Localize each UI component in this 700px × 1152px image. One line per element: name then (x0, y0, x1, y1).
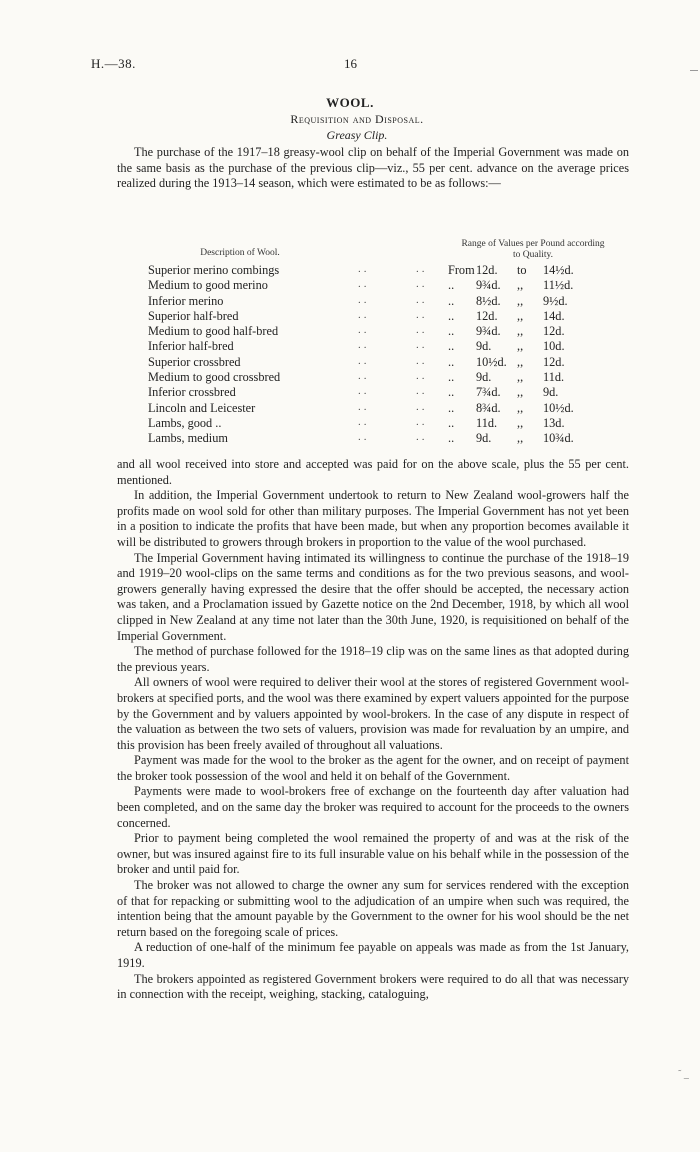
range-separator: to (517, 263, 527, 277)
wool-description: Medium to good merino (148, 278, 268, 293)
wool-description: Superior merino combings (148, 263, 280, 277)
wool-description: Inferior half-bred (148, 339, 234, 354)
leader-dots: .. (416, 415, 428, 428)
price-to: 10½d. (543, 400, 574, 415)
leader-dots: .. (416, 354, 428, 367)
paragraph: The method of purchase followed for the 1918–19 clip was on the same lines as that adopted during the previous years. (117, 644, 629, 674)
price-to: 12d. (543, 324, 565, 339)
range-separator: ,, (517, 339, 524, 354)
section-subsubtitle: Greasy Clip. (326, 128, 388, 142)
paragraph: and all wool received into store and accepted was paid for on the above scale, plus the 55 per cent. mentioned. (117, 457, 629, 487)
paragraph: In addition, the Imperial Government undertook to return to New Zealand wool-growers half the profits made on wool sold for other than military purposes. The Imperial Government has not yet been in a position to indicate the profits that have been made, but when any proportion becomes available it will be distributed to growers through brokers in proportion to the value of the wool purchased. (117, 488, 629, 549)
wool-description: Inferior merino (148, 293, 224, 308)
price-to: 14½d. (543, 263, 574, 277)
page-number: 16 (344, 56, 357, 71)
range-prefix: .. (448, 370, 455, 385)
range-prefix: .. (448, 431, 455, 446)
section-title: WOOL. (326, 95, 374, 110)
table-row (148, 401, 618, 416)
range-separator: ,, (517, 385, 524, 400)
range-separator: ,, (517, 278, 524, 293)
leader-dots: .. (416, 400, 428, 413)
range-prefix: .. (448, 324, 455, 339)
leader-dots: .. (358, 385, 370, 398)
price-from: 11d. (476, 415, 498, 430)
leader-dots: .. (416, 293, 428, 306)
range-prefix: .. (448, 385, 455, 400)
body-text (117, 457, 629, 1003)
price-from: 12d. (476, 263, 498, 277)
wool-description: Medium to good half-bred (148, 324, 279, 339)
wool-description: Lincoln and Leicester (148, 400, 256, 415)
leader-dots: .. (416, 385, 428, 398)
section-subtitle: Requisition and Disposal. (290, 112, 424, 126)
leader-dots: .. (358, 400, 370, 413)
leader-dots: .. (416, 370, 428, 383)
range-separator: ,, (517, 308, 524, 323)
paragraph: The Imperial Government having intimated its willingness to continue the purchase of the 1918–19 and 1919–20 wool-clips on the same terms and conditions as for the two previous seasons, and wool-growers generally having expressed the desire that the offer should be accepted, the necessary action was taken, and a Proclamation issued by Gazette notice on the 2nd December, 1918, by which all wool clipped in New Zealand at any time not later than the 30th June, 1920, is requisitioned on behalf of the Imperial Government. (117, 550, 629, 643)
table-row (148, 355, 618, 370)
range-separator: ,, (517, 324, 524, 339)
price-to: 11½d. (543, 278, 574, 293)
table-row (148, 309, 618, 324)
table-row (148, 370, 618, 385)
leader-dots: .. (358, 308, 370, 321)
table-row (148, 263, 618, 278)
paragraph: The brokers appointed as registered Government brokers were required to do all that was necessary in connection with the receipt, weighing, stacking, cataloguing, (117, 971, 629, 1002)
price-from: 8¾d. (476, 400, 501, 415)
leader-dots: .. (416, 324, 428, 337)
paragraph: The broker was not allowed to charge the owner any sum for services rendered with the exception of that for repacking or submitting wool to the adjudication of an umpire when such was required, the intention being that the amount payable by the Government to the owner for his wool should be the net return based on the foregoing scale of prices. (117, 878, 629, 939)
wool-description: Lambs, medium (148, 431, 228, 446)
table-row (148, 385, 618, 400)
table-header-description: Description of Wool. (200, 248, 280, 258)
paragraph: Prior to payment being completed the wool remained the property of and was at the risk of the owner, but was insured against fire to its full insurable value on his behalf while in the possession of the broker and until paid for. (117, 831, 629, 877)
leader-dots: .. (416, 308, 428, 321)
price-to: 10d. (543, 339, 565, 354)
wool-description: Superior half-bred (148, 308, 239, 323)
range-separator: ,, (517, 370, 524, 385)
margin-mark: ˜ _ (678, 1069, 689, 1080)
price-to: 14d. (543, 308, 565, 323)
price-from: 9d. (476, 370, 492, 385)
intro-text: The purchase of the 1917–18 greasy-wool clip on behalf of the Imperial Government was made on the same basis as the purchase of the previous clip—viz., 55 per cent. advance on the average prices realized during the 1913–14 season, which were estimated to be as follows:— (117, 145, 629, 191)
price-to: 11d. (543, 370, 565, 385)
leader-dots: .. (358, 278, 370, 291)
leader-dots: .. (416, 431, 428, 444)
paragraph: Payment was made for the wool to the broker as the agent for the owner, and on receipt of payment the broker took possession of the wool and held it on behalf of the Government. (117, 753, 629, 783)
leader-dots: .. (416, 263, 428, 275)
table-row (148, 431, 618, 446)
range-prefix: .. (448, 308, 455, 323)
price-from: 8½d. (476, 293, 501, 308)
price-from: 9d. (476, 431, 492, 446)
leader-dots: .. (358, 370, 370, 383)
leader-dots: .. (358, 324, 370, 337)
table-row (148, 278, 618, 293)
price-to: 13d. (543, 415, 565, 430)
range-prefix: .. (448, 278, 455, 293)
price-from: 9¾d. (476, 278, 501, 293)
wool-description: Superior crossbred (148, 354, 241, 369)
range-separator: ,, (517, 431, 524, 446)
table-row (148, 324, 618, 339)
leader-dots: .. (358, 354, 370, 367)
leader-dots: .. (358, 293, 370, 306)
paragraph: A reduction of one-half of the minimum fee payable on appeals was made as from the 1st January, 1919. (117, 940, 629, 970)
price-to: 9d. (543, 385, 559, 400)
leader-dots: .. (358, 263, 370, 275)
leader-dots: .. (416, 278, 428, 291)
range-prefix: From (448, 263, 475, 277)
wool-description: Inferior crossbred (148, 385, 236, 400)
table-row (148, 416, 618, 431)
range-prefix: .. (448, 339, 455, 354)
range-separator: ,, (517, 293, 524, 308)
range-separator: ,, (517, 400, 524, 415)
report-reference: H.—38. (91, 56, 136, 71)
wool-description: Lambs, good .. (148, 415, 222, 430)
range-separator: ,, (517, 354, 524, 369)
price-from: 9¾d. (476, 324, 501, 339)
wool-description: Medium to good crossbred (148, 370, 281, 385)
leader-dots: .. (358, 339, 370, 352)
price-to: 12d. (543, 354, 565, 369)
price-from: 7¾d. (476, 385, 501, 400)
table-header-range: Range of Values per Pound according to Quality. (461, 239, 605, 260)
price-from: 9d. (476, 339, 492, 354)
wool-price-table (148, 263, 618, 447)
range-prefix: .. (448, 400, 455, 415)
table-row (148, 294, 618, 309)
range-separator: ,, (517, 415, 524, 430)
price-to: 9½d. (543, 293, 568, 308)
table-row (148, 339, 618, 354)
leader-dots: .. (416, 339, 428, 352)
price-to: 10¾d. (543, 431, 574, 446)
leader-dots: .. (358, 415, 370, 428)
price-from: 10½d. (476, 354, 507, 369)
range-prefix: .. (448, 415, 455, 430)
paragraph: Payments were made to wool-brokers free of exchange on the fourteenth day after valuation had been completed, and on the same day the broker was required to account for the proceeds to the owners concerned. (117, 784, 629, 830)
price-from: 12d. (476, 308, 498, 323)
paragraph: All owners of wool were required to deliver their wool at the stores of registered Government wool-brokers at specified ports, and the wool was there examined by expert valuers appointed for the purpose by the Government and by valuers appointed by wool-brokers. In the case of any dispute in respect of the valuation as between the two sets of valuers, provision was made for revaluation by an umpire, and this provision has been freely availed of throughout all valuations. (117, 675, 629, 752)
leader-dots: .. (358, 431, 370, 444)
scan-edge-mark (690, 70, 698, 71)
range-prefix: .. (448, 293, 455, 308)
intro-paragraph (117, 145, 629, 192)
range-prefix: .. (448, 354, 455, 369)
